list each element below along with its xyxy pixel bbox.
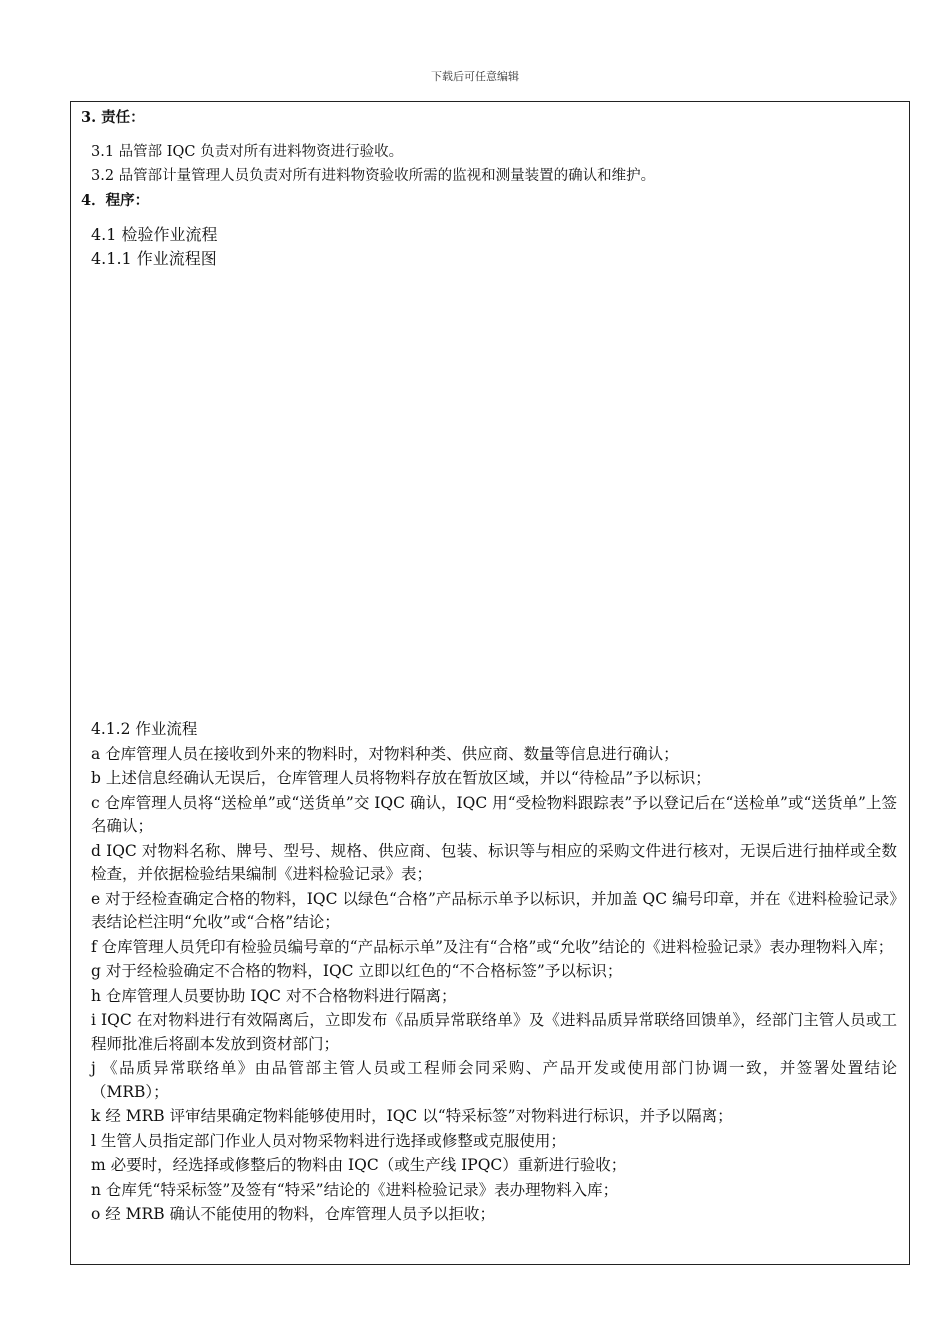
workflow-steps <box>91 718 897 1228</box>
step-m: m 必要时，经选择或修整后的物料由 IQC（或生产线 IPQC）重新进行验收； <box>91 1156 627 1174</box>
step-d: d IQC 对物料名称、牌号、型号、规格、供应商、包装、标识等与相应的采购文件进行核对，无误后进行抽样或全数检查，并依据检验结果编制《进料检验记录》表； <box>91 841 897 883</box>
document-frame <box>70 101 910 1265</box>
section-4-1-1-heading: 4.1.1 作业流程图 <box>91 249 217 268</box>
section-4-1-heading: 4.1 检验作业流程 <box>91 225 218 244</box>
step-c: c 仓库管理人员将“送检单”或“送货单”交 IQC 确认，IQC 用“受检物料跟踪表”予以登记后在“送检单”或“送货单”上签名确认； <box>91 793 897 835</box>
section-4-1-2-heading: 4.1.2 作业流程 <box>91 720 198 738</box>
section-3-1: 3.1 品管部 IQC 负责对所有进料物资进行验收。 <box>91 144 404 160</box>
step-o: o 经 MRB 确认不能使用的物料，仓库管理人员予以拒收； <box>91 1205 496 1223</box>
step-k: k 经 MRB 评审结果确定物料能够使用时，IQC 以“特采标签”对物料进行标识，并予以隔离； <box>91 1107 733 1125</box>
step-e: e 对于经检查确定合格的物料，IQC 以绿色“合格”产品标示单予以标识，并加盖 QC 编号印章，并在《进料检验记录》表结论栏注明“允收”或“合格”结论； <box>91 889 897 931</box>
step-a: a 仓库管理人员在接收到外来的物料时，对物料种类、供应商、数量等信息进行确认； <box>91 744 679 763</box>
header-note: 下载后可任意编辑 <box>431 70 519 83</box>
step-j: j 《品质异常联络单》由品管部主管人员或工程师会同采购、产品开发或使用部门协调一致，并签署处置结论（MRB）； <box>91 1059 897 1101</box>
step-i: i IQC 在对物料进行有效隔离后，立即发布《品质异常联络单》及《进料品质异常联络回馈单》，经部门主管人员或工程师批准后将副本发放到资材部门； <box>91 1011 897 1053</box>
section-3-heading: 3. 责任： <box>81 109 145 126</box>
step-g: g 对于经检验确定不合格的物料，IQC 立即以红色的“不合格标签”予以标识； <box>91 962 623 980</box>
section-4-heading: 4．程序： <box>81 192 150 209</box>
step-h: h 仓库管理人员要协助 IQC 对不合格物料进行隔离； <box>91 986 457 1005</box>
step-l: l 生管人员指定部门作业人员对物采物料进行选择或修整或克服使用； <box>91 1131 566 1150</box>
step-f: f 仓库管理人员凭印有检验员编号章的“产品标示单”及注有“合格”或“允收”结论的《进料检验记录》表办理物料入库； <box>91 937 894 956</box>
step-b: b 上述信息经确认无误后，仓库管理人员将物料存放在暂放区域，并以“待检品”予以标识； <box>91 769 711 787</box>
section-3-2: 3.2 品管部计量管理人员负责对所有进料物资验收所需的监视和测量装置的确认和维护。 <box>91 168 656 184</box>
step-n: n 仓库凭“特采标签”及签有“特采”结论的《进料检验记录》表办理物料入库； <box>91 1180 619 1199</box>
